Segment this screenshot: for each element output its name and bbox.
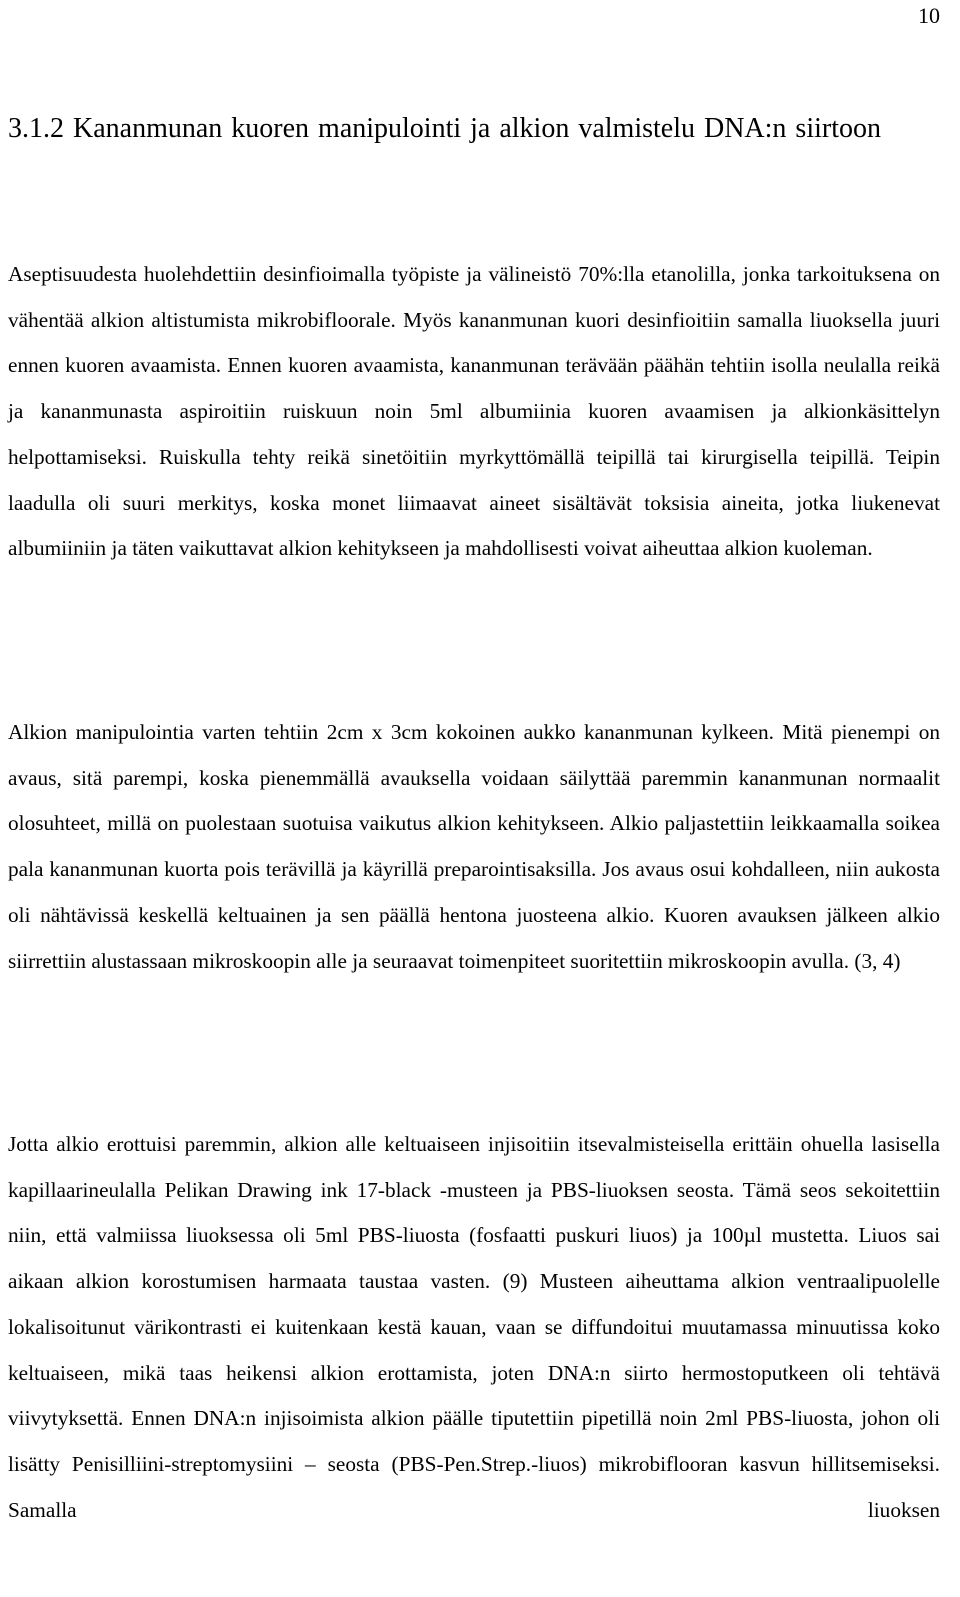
page-number: 10 [918, 3, 940, 28]
section-heading: 3.1.2 Kananmunan kuoren manipulointi ja alkion valmistelu DNA:n siirtoon [8, 113, 881, 144]
paragraph-manipulation: Alkion manipulointia varten tehtiin 2cm x 3cm kokoinen aukko kananmunan kylkeen. Mitä pienempi on avaus, sitä parempi, koska pienemmällä avauksella voidaan säilyttää paremmin kananmunan normaalit olosuhteet, millä on puolestaan suotuisa vaikutus alkion kehitykseen. Alkio paljastettiin leikkaamalla soikea pala kananmunan kuorta pois terävillä ja käyrillä preparointisaksilla. Jos avaus osui kohdalleen, niin aukosta oli nähtävissä keskellä keltuainen ja sen päällä hentona juosteena alkio. Kuoren avauksen jälkeen alkio siirrettiin alustassaan mikroskoopin alle ja seuraavat toimenpiteet suoritettiin mikroskoopin avulla. (3, 4) [8, 720, 940, 973]
paragraph-ink-injection: Jotta alkio erottuisi paremmin, alkion alle keltuaiseen injisoitiin itsevalmisteisella erittäin ohuella lasisella kapillaarineulalla Pelikan Drawing ink 17-black -musteen ja PBS-liuoksen seosta. Tämä seos sekoitettiin niin, että valmiissa liuoksessa oli 5ml PBS-liuosta (fosfaatti puskuri liuos) ja 100µl mustetta. Liuos sai aikaan alkion korostumisen harmaata taustaa vasten. (9) Musteen aiheuttama alkion ventraalipuolelle lokalisoitunut värikontrasti ei kuitenkaan kestä kauan, vaan se diffundoitui muutamassa minuutissa koko keltuaiseen, mikä taas heikensi alkion erottamista, joten DNA:n siirto hermostoputkeen oli tehtävä viivytyksettä. Ennen DNA:n injisoimista alkion päälle tiputettiin pipetillä noin 2ml PBS-liuosta, johon oli lisätty Penisilliini-streptomysiini – seosta (PBS-Pen.Strep.-liuos) mikrobiflooran kasvun hillitsemiseksi. Samalla liuoksen [8, 1132, 940, 1522]
paragraph-aseptics: Aseptisuudesta huolehdettiin desinfioimalla työpiste ja välineistö 70%:lla etanolilla, jonka tarkoituksena on vähentää alkion altistumista mikrobifloorale. Myös kananmunan kuori desinfioitiin samalla liuoksella juuri ennen kuoren avaamista. Ennen kuoren avaamista, kananmunan terävään päähän tehtiin isolla neulalla reikä ja kananmunasta aspiroitiin ruiskuun noin 5ml albumiinia kuoren avaamisen ja alkionkäsittelyn helpottamiseksi. Ruiskulla tehty reikä sinetöitiin myrkyttömällä teipillä tai kirurgisella teipillä. Teipin laadulla oli suuri merkitys, koska monet liimaavat aineet sisältävät toksisia aineita, jotka liukenevat albumiiniin ja täten vaikuttavat alkion kehitykseen ja mahdollisesti voivat aiheuttaa alkion kuoleman. [8, 262, 940, 561]
